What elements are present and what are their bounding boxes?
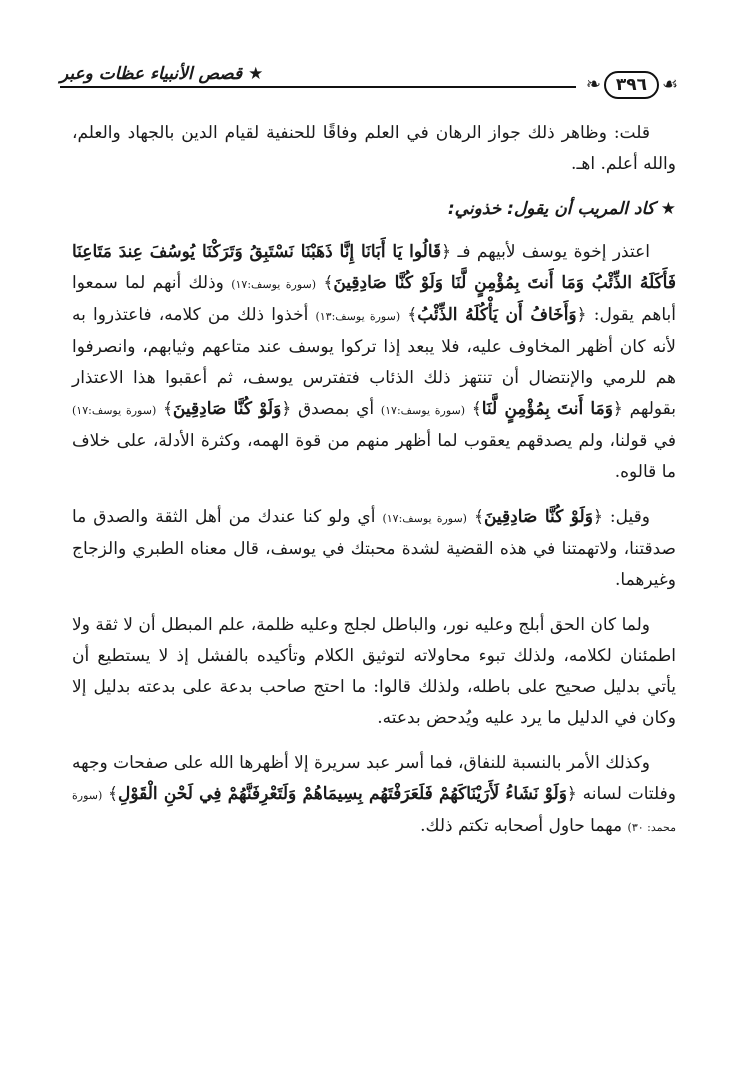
verse-reference: (سورة محمد: ٣٠) [72,789,676,834]
section-heading-text: كاد المريب أن يقول: خذوني: [447,199,655,219]
star-icon: ★ [248,64,264,84]
quran-verse: وَلَوْ نَشَاءُ لَأَرَيْنَاكَهُمْ فَلَعَرَفْتَهُم بِسِيمَاهُمْ وَلَتَعْرِفَنَّهُمْ فِي لَحْنِ الْقَوْلِ [117,784,567,804]
body-text: اعتذر إخوة يوسف لأبيهم فـ [451,242,650,262]
page-content [72,118,676,857]
quran-verse: قَالُوا يَا أَبَانَا إِنَّا ذَهَبْنَا نَسْتَبِقُ وَتَرَكْنَا يُوسُفَ عِندَ مَتَاعِنَا فَأَكَلَهُ الذِّئْبُ وَمَا أَنتَ بِمُؤْمِنٍ لَّنَا وَلَوْ كُنَّا صَادِقِينَ [72,242,676,293]
paragraph-1: قلت: وظاهر ذلك جواز الرهان في العلم وفاقًا للحنفية لقيام الدين بالجهاد والعلم، والله أعلم. اهـ. [72,123,676,174]
body-text: وكذلك الأمر بالنسبة للنفاق، فما أسر عبد سريرة إلا أظهرها الله على صفحات وجهه وفلتات لسانه [72,753,676,804]
left-ornament-icon: ❧ [585,74,601,95]
verse-reference: (سورة يوسف:١٧) [231,278,317,291]
paragraph-3: وقيل: ﴿وَلَوْ كُنَّا صَادِقِينَ﴾ (سورة يوسف:١٧) أي ولو كنا عندك من أهل الثقة والصدق ما صدقتنا، ولاتهمتنا في هذه القضية لشدة محبتك في يوسف، قال معناه الطبري والزجاج وغيرهما. [72,507,676,590]
quran-verse: وَلَوْ كُنَّا صَادِقِينَ [172,399,282,419]
page-number-box [576,68,688,102]
quran-verse: وَمَا أَنتَ بِمُؤْمِنٍ لَّنَا [481,399,613,419]
body-text: وذلك أنهم لما سمعوا أباهم يقول: [72,273,676,325]
running-title-text: قصص الأنبياء عظات وعبر [60,64,243,84]
quran-verse: وَلَوْ كُنَّا صَادِقِينَ [483,507,593,527]
page-number: ٣٩٦ [604,71,659,99]
paragraph-5: وكذلك الأمر بالنسبة للنفاق، فما أسر عبد سريرة إلا أظهرها الله على صفحات وجهه وفلتات لسانه ﴿وَلَوْ نَشَاءُ لَأَرَيْنَاكَهُمْ فَلَعَرَفْتَهُم بِسِيمَاهُمْ وَلَتَعْرِفَنَّهُمْ فِي لَحْنِ الْقَوْلِ﴾ (سورة محمد: ٣٠) مهما حاول أصحابه تكتم ذلك. [72,753,676,836]
page-header [60,62,688,112]
verse-reference: (سورة يوسف:١٧) [380,404,466,417]
body-text: مهما حاول أصحابه تكتم ذلك. [420,816,628,836]
verse-reference: (سورة يوسف:١٣) [315,310,401,323]
body-text: أي بمصدق [291,399,381,419]
body-text: أي ولو كنا عندك من أهل الثقة والصدق ما صدقتنا، ولاتهمتنا في هذه القضية لشدة محبتك في يوسف، قال معناه الطبري والزجاج وغيرهما. [72,507,676,590]
right-ornament-icon: ☙ [662,74,679,95]
star-icon: ★ [660,199,676,219]
running-title [60,64,263,84]
verse-reference: (سورة يوسف:١٧) [382,512,467,525]
section-heading [72,194,676,225]
paragraph-2: اعتذر إخوة يوسف لأبيهم فـ ﴿قَالُوا يَا أَبَانَا إِنَّا ذَهَبْنَا نَسْتَبِقُ وَتَرَكْنَا يُوسُفَ عِندَ مَتَاعِنَا فَأَكَلَهُ الذِّئْبُ وَمَا أَنتَ بِمُؤْمِنٍ لَّنَا وَلَوْ كُنَّا صَادِقِينَ﴾ (سورة يوسف:١٧) وذلك أنهم لما سمعوا أباهم يقول: ﴿وَأَخَافُ أَن يَأْكُلَهُ الذِّئْبُ﴾ (سورة يوسف:١٣) أخذوا ذلك من كلامه، فاعتذروا به لأنه كان أظهر المخاوف عليه، فلا يبعد إذا تركوا يوسف عند متاعهم وثيابهم، وانصرفوا هم للرمي والإنتضال أن تنتهز ذلك الذئاب فتفترس يوسف، ثم أعقبوا هذا الاعتذار بقولهم ﴿وَمَا أَنتَ بِمُؤْمِنٍ لَّنَا﴾ (سورة يوسف:١٧) أي بمصدق ﴿وَلَوْ كُنَّا صَادِقِينَ﴾ (سورة يوسف:١٧) في قولنا، ولم يصدقهم يعقوب لما أظهر منهم من قوة الهمه، وكثرة الأدلة، على خلاف ما قالوه. [72,242,677,482]
body-text: وقيل: [602,507,650,527]
body-text: أخذوا ذلك من كلامه، فاعتذروا به لأنه كان أظهر المخاوف عليه، فلا يبعد إذا تركوا يوسف عند متاعهم وثيابهم، وانصرفوا هم للرمي والإنتضال أن تنتهز ذلك الذئاب فتفترس يوسف، ثم أعقبوا هذا الاعتذار بقولهم [72,305,677,419]
quran-verse: وَأَخَافُ أَن يَأْكُلَهُ الذِّئْبُ [417,305,577,325]
body-text: في قولنا، ولم يصدقهم يعقوب لما أظهر منهم من قوة الهمه، وكثرة الأدلة، على خلاف ما قالوه. [72,431,676,482]
paragraph-4: ولما كان الحق أبلج وعليه نور، والباطل لجلج وعليه ظلمة، علم المبطل أن لا ثقة ولا اطمئنان لكلامه، ولذلك تبوء محاولاته لتوثيق الكلام وتأكيده بالفشل إذ لا يستطيع أن يأتي بدليل صحيح على باطله، ولذلك قالوا: ما احتج صاحب بدعة على بدعته بدليل إلا وكان في الدليل ما يرد عليه ويُدحض بدعته. [72,615,676,728]
verse-reference: (سورة يوسف:١٧) [72,404,157,417]
